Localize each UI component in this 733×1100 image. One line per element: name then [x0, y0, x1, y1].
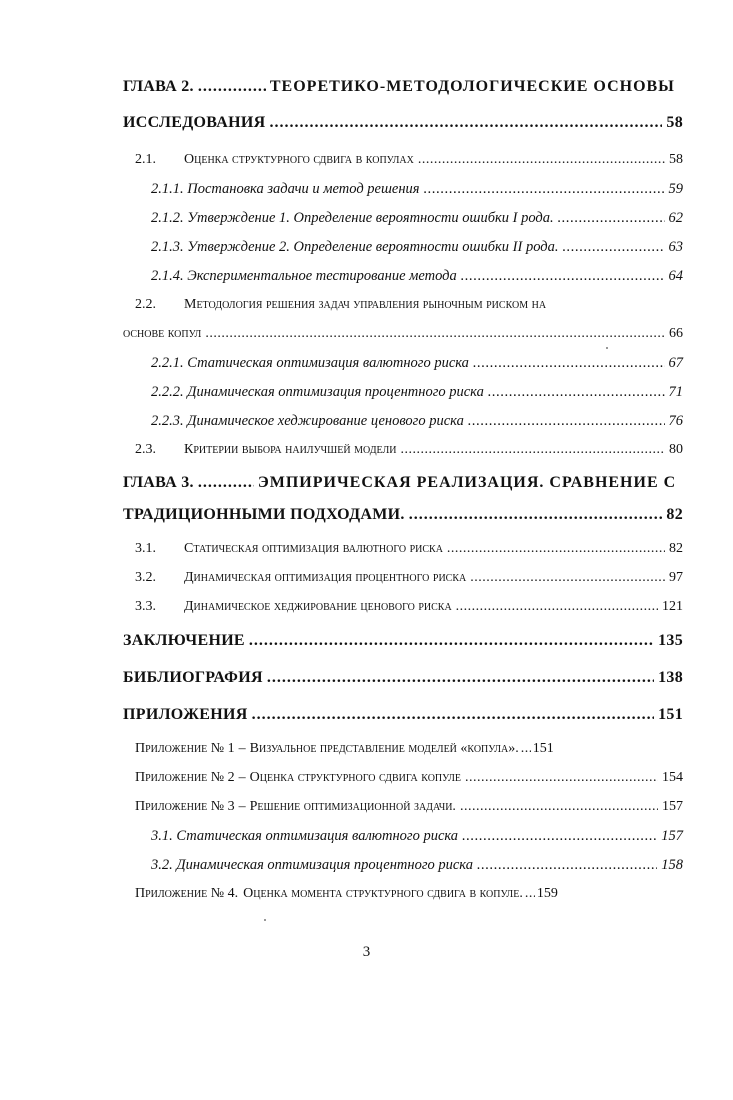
appendix-3-label: Приложение № 3 [135, 799, 235, 814]
appendix-3-page: 157 [662, 799, 683, 814]
dot-leader [460, 799, 658, 815]
dot-leader [198, 78, 266, 96]
conclusion-page: 135 [658, 632, 683, 649]
appendix-3-title: Решение оптимизационной задачи. [249, 799, 456, 814]
appendix-2-page: 154 [662, 770, 683, 785]
conclusion-title: ЗАКЛЮЧЕНИЕ [123, 632, 245, 649]
chapter-3-title-line-1: ЭМПИРИЧЕСКАЯ РЕАЛИЗАЦИЯ. СРАВНЕНИЕ С [257, 474, 677, 491]
dot-leader [269, 114, 662, 132]
section-2-2-title-line-2: основе копул [123, 326, 202, 341]
section-2-3-page: 80 [669, 442, 683, 457]
chapter-2-label: ГЛАВА 2. [123, 78, 194, 95]
toc-appendices [123, 706, 683, 724]
section-2-1-title: Оценка структурного сдвига в копулах [184, 152, 414, 167]
dot-leader [401, 442, 666, 458]
toc-appendix-2 [135, 770, 683, 786]
dot-leader [477, 857, 657, 874]
subsection-2-1-2-title: 2.1.2. Утверждение 1. Определение вероятности ошибки I рода. [151, 210, 554, 226]
appendix-3-2-title: 3.2. Динамическая оптимизация процентного риска [151, 857, 473, 873]
toc-section-2-1 [135, 152, 683, 168]
section-3-1-page: 82 [669, 541, 683, 556]
subsection-2-1-3-page: 63 [668, 239, 683, 255]
section-3-1-number: 3.1. [135, 541, 156, 556]
section-2-2-page: 66 [669, 326, 683, 341]
chapter-3-page: 82 [666, 506, 683, 523]
appendix-1-label: Приложение № 1 [135, 741, 235, 756]
section-3-3-page: 121 [662, 599, 683, 614]
section-3-2-page: 97 [669, 570, 683, 585]
toc-appendix-1 [135, 741, 683, 757]
toc-appendix-3-1 [151, 828, 683, 845]
subsection-2-1-1-title: 2.1.1. Постановка задачи и метод решения [151, 181, 420, 197]
toc-appendix-3 [135, 799, 683, 815]
appendices-title: ПРИЛОЖЕНИЯ [123, 706, 248, 723]
chapter-3-label: ГЛАВА 3. [123, 474, 194, 491]
subsection-2-1-4-title: 2.1.4. Экспериментальное тестирование метода [151, 268, 457, 284]
section-3-2-title: Динамическая оптимизация процентного риска [184, 570, 467, 585]
dot-leader [249, 632, 654, 650]
dot-leader [205, 326, 665, 342]
subsection-2-2-3-page: 76 [668, 413, 683, 429]
dash-separator: – [238, 770, 246, 785]
dot-leader [562, 239, 664, 256]
toc-section-3-2 [135, 570, 683, 586]
appendices-page: 151 [658, 706, 683, 723]
section-3-1-title: Статическая оптимизация валютного риска [184, 541, 443, 556]
dash-separator: – [238, 799, 246, 814]
dot-leader [267, 669, 654, 687]
dot-leader [525, 886, 535, 902]
section-2-3-title: Критерии выбора наилучшей модели [184, 442, 397, 457]
section-3-3-title: Динамическое хеджирование ценового риска [184, 599, 452, 614]
toc-subsection-2-1-2 [151, 210, 683, 227]
section-2-2-title-line-1: Методология решения задач управления рыночным риском на [184, 297, 547, 312]
dot-leader [198, 474, 254, 492]
section-3-2-number: 3.2. [135, 570, 156, 585]
scan-speck [264, 919, 266, 921]
bibliography-title: БИБЛИОГРАФИЯ [123, 669, 263, 686]
toc-chapter-3-line-2 [123, 506, 683, 524]
toc-subsection-2-1-3 [151, 239, 683, 256]
toc-subsection-2-1-4 [151, 268, 683, 285]
appendix-2-label: Приложение № 2 [135, 770, 235, 785]
section-2-3-number: 2.3. [135, 442, 156, 457]
appendix-4-page: 159 [536, 886, 558, 901]
toc-chapter-2-line-1 [123, 78, 683, 96]
toc-conclusion [123, 632, 683, 650]
toc-section-3-3 [135, 599, 683, 615]
section-2-2-number: 2.2. [135, 297, 156, 312]
subsection-2-2-2-title: 2.2.2. Динамическая оптимизация процентного риска [151, 384, 484, 400]
chapter-2-title-line-1: ТЕОРЕТИКО-МЕТОДОЛОГИЧЕСКИЕ ОСНОВЫ [269, 78, 675, 95]
toc-section-2-2-line-2 [123, 326, 683, 342]
dot-leader [473, 355, 665, 372]
dot-leader [409, 506, 663, 524]
chapter-3-title-line-2: ТРАДИЦИОННЫМИ ПОДХОДАМИ. [123, 506, 405, 523]
toc-section-3-1 [135, 541, 683, 557]
dot-leader [418, 152, 665, 168]
toc-subsection-2-2-3 [151, 413, 683, 430]
subsection-2-1-1-page: 59 [668, 181, 683, 197]
appendix-1-page: 151 [532, 741, 554, 756]
subsection-2-1-2-page: 62 [668, 210, 683, 226]
subsection-2-2-1-page: 67 [668, 355, 683, 371]
toc-chapter-2-line-2 [123, 114, 683, 132]
dot-leader [461, 268, 665, 285]
toc-appendix-3-2 [151, 857, 683, 874]
appendix-1-title: Визуальное представление моделей «копула». [249, 741, 519, 756]
toc-subsection-2-2-2 [151, 384, 683, 401]
subsection-2-2-2-page: 71 [668, 384, 683, 400]
chapter-2-page: 58 [666, 114, 683, 131]
appendix-4-label: Приложение № 4. [135, 886, 239, 901]
dot-leader [252, 706, 655, 724]
subsection-2-2-3-title: 2.2.3. Динамическое хеджирование ценового риска [151, 413, 464, 429]
section-3-3-number: 3.3. [135, 599, 156, 614]
section-2-1-page: 58 [669, 152, 683, 167]
dash-separator: – [238, 741, 246, 756]
page-number: 3 [362, 944, 371, 960]
toc-section-2-2-line-1 [135, 297, 683, 313]
toc-section-2-3 [135, 442, 683, 458]
dot-leader [447, 541, 665, 557]
dot-leader [465, 770, 658, 786]
dot-leader [558, 210, 665, 227]
toc-subsection-2-1-1 [151, 181, 683, 198]
dot-leader [468, 413, 665, 430]
dot-leader [488, 384, 665, 401]
subsection-2-1-4-page: 64 [668, 268, 683, 284]
toc-subsection-2-2-1 [151, 355, 683, 372]
dot-leader [424, 181, 665, 198]
toc-appendix-4 [135, 886, 683, 902]
appendix-4-title: Оценка момента структурного сдвига в копуле. [243, 886, 523, 901]
appendix-3-1-page: 157 [661, 828, 683, 844]
appendix-3-2-page: 158 [661, 857, 683, 873]
appendix-2-title: Оценка структурного сдвига копуле [249, 770, 461, 785]
section-2-1-number: 2.1. [135, 152, 156, 167]
dot-leader [462, 828, 657, 845]
dot-leader [456, 599, 658, 615]
bibliography-page: 138 [658, 669, 683, 686]
dot-leader [470, 570, 665, 586]
subsection-2-1-3-title: 2.1.3. Утверждение 2. Определение вероятности ошибки II рода. [151, 239, 559, 255]
dot-leader [521, 741, 531, 757]
appendix-3-1-title: 3.1. Статическая оптимизация валютного риска [151, 828, 459, 844]
scan-speck [606, 347, 608, 349]
chapter-2-title-line-2: ИССЛЕДОВАНИЯ [123, 114, 266, 131]
toc-bibliography [123, 669, 683, 687]
toc-chapter-3-line-1 [123, 474, 683, 492]
subsection-2-2-1-title: 2.2.1. Статическая оптимизация валютного риска [151, 355, 469, 371]
